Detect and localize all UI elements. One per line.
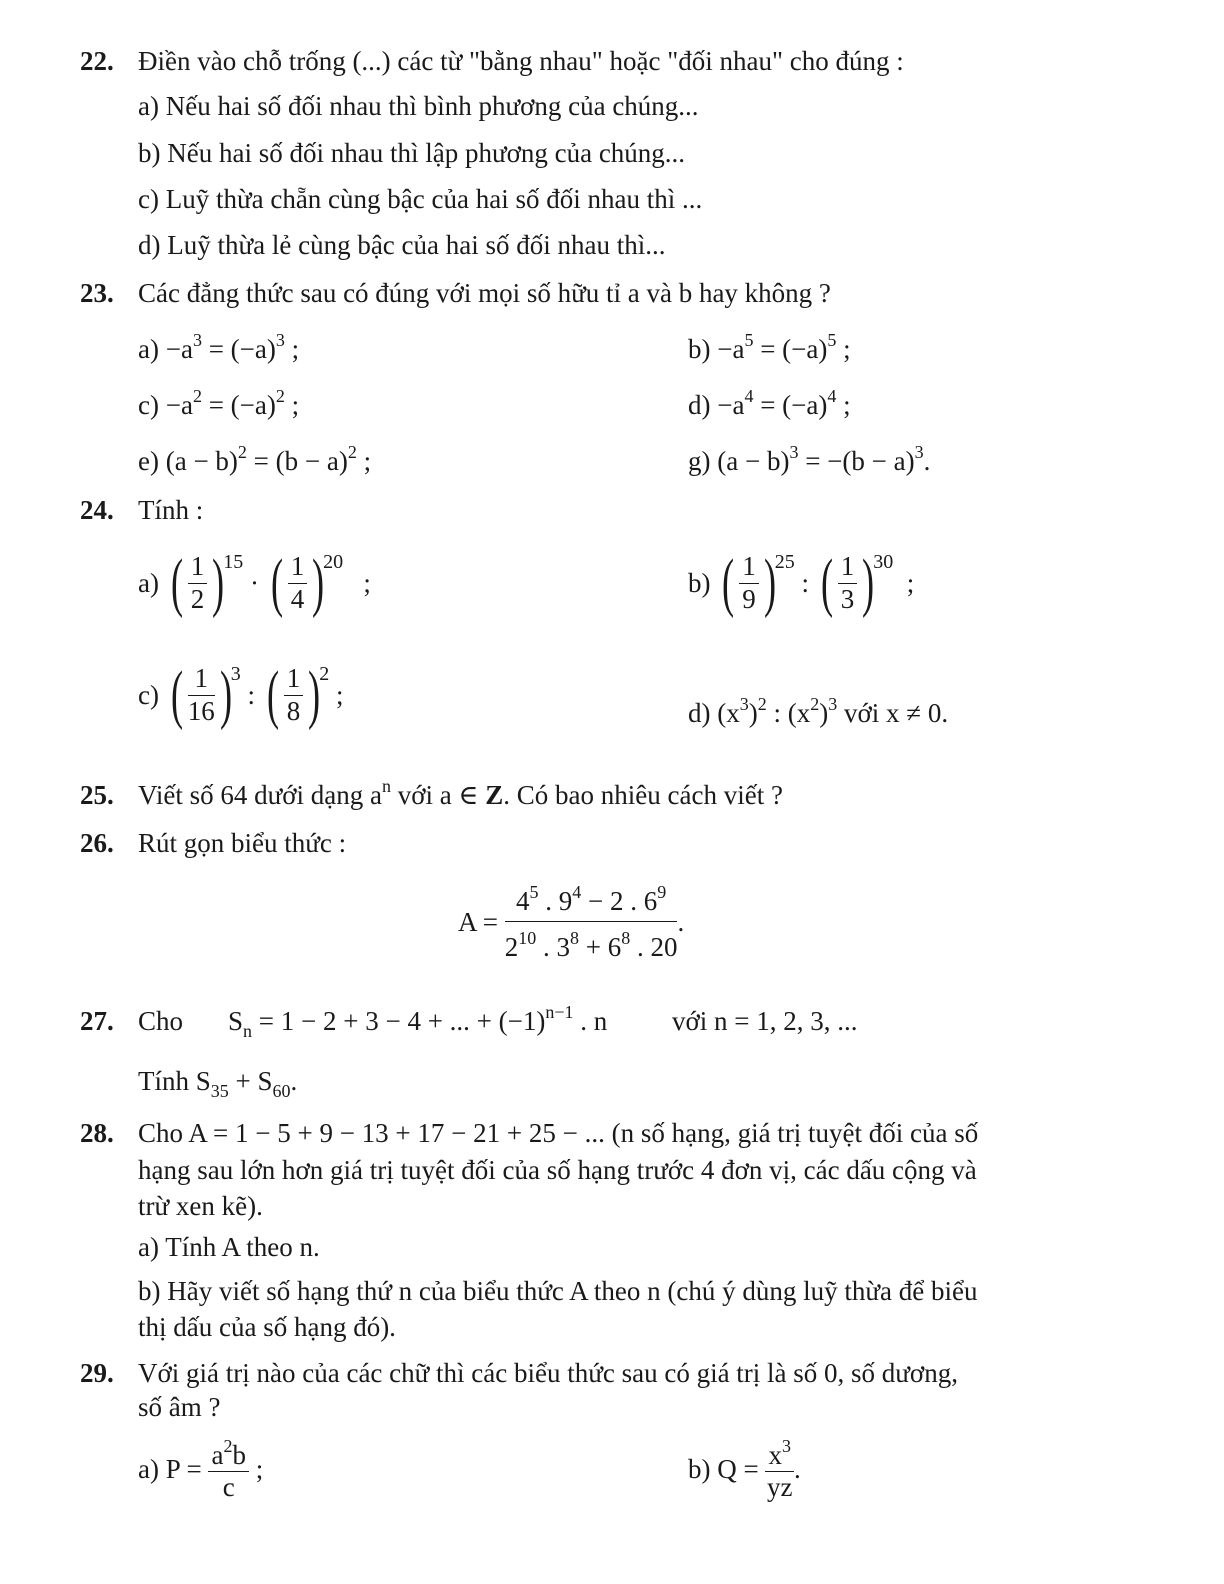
problem-27-task: Tính $S_{35} + S_{60}$. bbox=[138, 1066, 298, 1101]
problem-23-item-g: g) $(a - b)^3 = -(b - a)^3$. bbox=[688, 442, 931, 476]
problem-23-item-a: $a) -a^3 = (-a)^3$ ; bbox=[138, 330, 300, 364]
problem-22-item-b: b) Nếu hai số đối nhau thì lập phương của chúng... bbox=[138, 138, 686, 168]
problem-26-expression: A = $\frac{4^5 . 9^4 - 2 . 6^9}{2^{10} . 3^8 + 6^8 . 20}$ . bbox=[458, 882, 685, 963]
problem-26-statement: Rút gọn biểu thức : bbox=[138, 828, 347, 858]
problem-22-number: 22. bbox=[80, 46, 114, 76]
problem-28-item-a: a) Tính A theo n. bbox=[138, 1232, 320, 1262]
problem-29-number: 29. bbox=[80, 1358, 114, 1388]
problem-23-item-d: $d) -a^4 = (-a)^4$ ; bbox=[688, 386, 851, 420]
problem-22-statement: Điền vào chỗ trống (...) các từ "bằng nhau" hoặc "đối nhau" cho đúng : bbox=[138, 46, 904, 76]
problem-23-item-b: $b) -a^5 = (-a)^5$ ; bbox=[688, 330, 851, 364]
problem-28-line-1: Cho A = 1 − 5 + 9 − 13 + 17 − 21 + 25 − ... (n số hạng, giá trị tuyệt đối của số bbox=[138, 1118, 979, 1148]
problem-25-statement: Viết số 64 dưới dạng $a^n$ với a ∈ Z. Có bao nhiêu cách viết ? bbox=[138, 776, 783, 810]
problem-28-item-b-line-1: b) Hãy viết số hạng thứ n của biểu thức A theo n (chú ý dùng luỹ thừa để biểu bbox=[138, 1276, 978, 1306]
problem-24-item-d: d) $(x^3)^2$ : $(x^2)^3$ với x ≠ 0. bbox=[688, 694, 949, 728]
problem-22-item-d: d) Luỹ thừa lẻ cùng bậc của hai số đối nhau thì... bbox=[138, 230, 666, 260]
problem-23-number: 23. bbox=[80, 278, 114, 308]
problem-27-tinh-word: Tính bbox=[138, 1066, 189, 1096]
problem-27-cho: Cho bbox=[138, 1006, 184, 1036]
problem-24-number: 24. bbox=[80, 495, 114, 525]
problem-29-line-1: Với giá trị nào của các chữ thì các biểu thức sau có giá trị là số 0, số dương, bbox=[138, 1358, 958, 1388]
problem-28-number: 28. bbox=[80, 1118, 114, 1148]
problem-25-text-start: Viết số 64 dưới dạng a bbox=[138, 780, 383, 810]
problem-27-series: $S_n = 1 - 2 + 3 - 4$ + ... + $(-1)^{n-1}$ . n bbox=[228, 1002, 608, 1041]
integer-set-symbol: Z bbox=[485, 780, 504, 810]
problem-28-line-2: hạng sau lớn hơn giá trị tuyệt đối của số hạng trước 4 đơn vị, các dấu cộng và bbox=[138, 1155, 977, 1185]
problem-22-item-a: a) Nếu hai số đối nhau thì bình phương của chúng... bbox=[138, 91, 699, 121]
problem-23-statement: Các đẳng thức sau có đúng với mọi số hữu tỉ a và b hay không ? bbox=[138, 278, 831, 308]
problem-24-statement: Tính : bbox=[138, 495, 204, 525]
problem-25-text-end: . Có bao nhiêu cách viết ? bbox=[503, 780, 783, 810]
problem-28-item-b-line-2: thị dấu của số hạng đó). bbox=[138, 1312, 396, 1342]
problem-24-item-a: a) ( $\frac{1}{2}$ ) 15 · ( $\frac{1}{4}$ ) 20 ; bbox=[138, 546, 371, 619]
problem-27-condition: với n = 1, 2, 3, ... bbox=[672, 1006, 858, 1036]
problem-27-number: 27. bbox=[80, 1006, 114, 1036]
problem-29-item-a: a) P = $\frac{a^2b}{c}$ ; bbox=[138, 1436, 264, 1503]
problem-23-item-c: $c) -a^2 = (-a)^2$ ; bbox=[138, 386, 300, 420]
problem-24-item-b: b) ( $\frac{1}{9}$ ) 25 : ( $\frac{1}{3}$ ) 30 ; bbox=[688, 546, 915, 619]
problem-25-text-mid: với a ∈ bbox=[391, 780, 486, 810]
problem-22-item-c: c) Luỹ thừa chẵn cùng bậc của hai số đối nhau thì ... bbox=[138, 184, 703, 214]
problem-24-item-c: c) ( $\frac{1}{16}$ ) 3 : ( $\frac{1}{8}$ ) 2 ; bbox=[138, 658, 344, 731]
problem-26-number: 26. bbox=[80, 828, 114, 858]
problem-25-number: 25. bbox=[80, 780, 114, 810]
problem-29-item-b: b) Q = $\frac{x^3}{yz}$ . bbox=[688, 1436, 801, 1503]
problem-23-item-e: e) $(a - b)^2 = (b - a)^2$ ; bbox=[138, 442, 372, 476]
problem-29-line-2: số âm ? bbox=[138, 1392, 221, 1422]
problem-28-line-3: trừ xen kẽ). bbox=[138, 1191, 263, 1221]
